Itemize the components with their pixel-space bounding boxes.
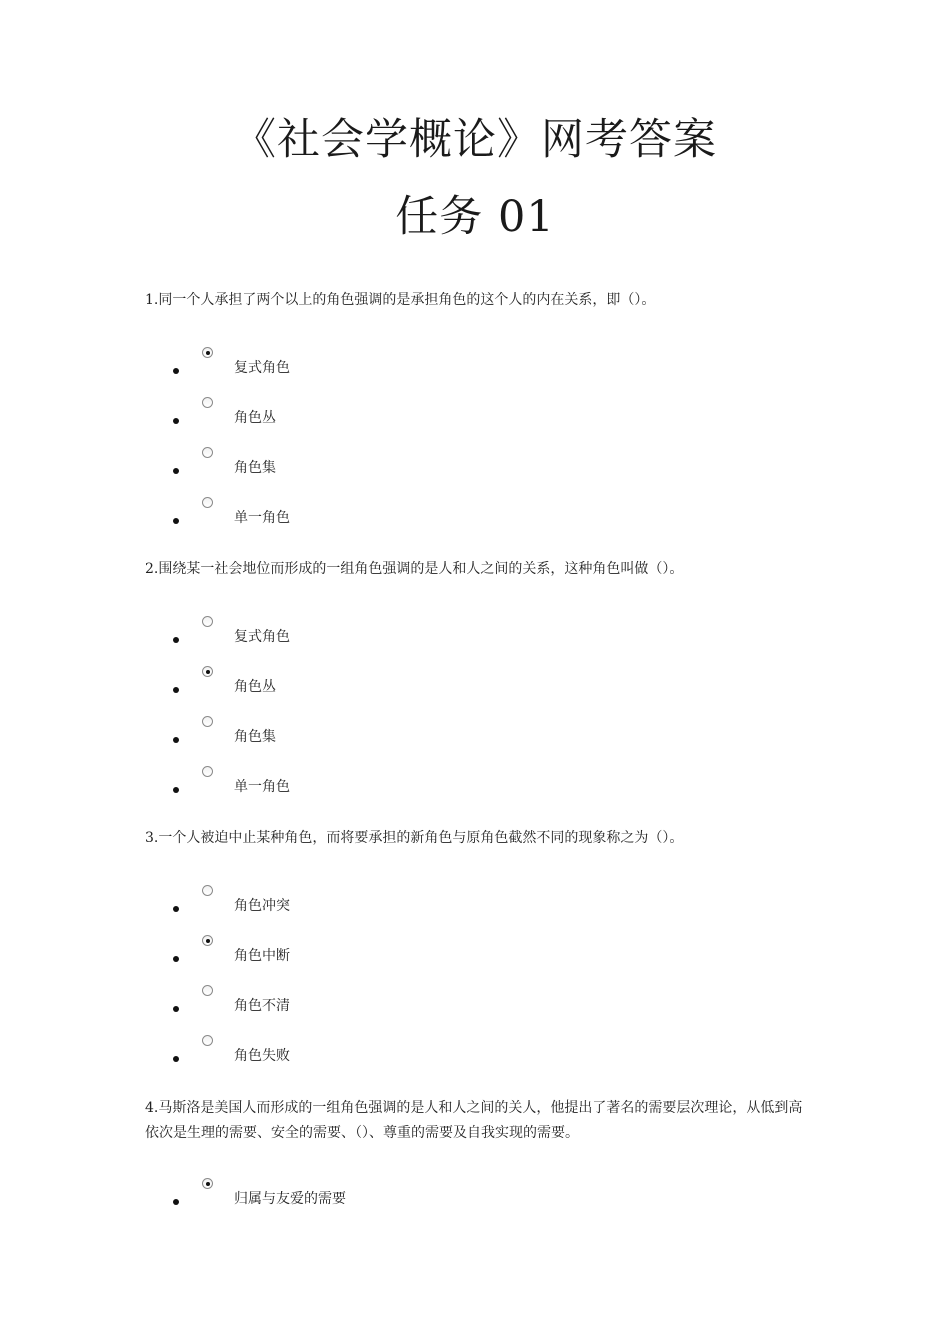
- option-label: 归属与友爱的需要: [234, 1191, 346, 1207]
- bullet-icon: [173, 1006, 179, 1012]
- question-1-text: 1.同一个人承担了两个以上的角色强调的是承担角色的这个人的内在关系，即（）。: [145, 292, 656, 308]
- radio-button[interactable]: [202, 497, 213, 508]
- radio-button[interactable]: [202, 616, 213, 627]
- option-item[interactable]: [0, 497, 950, 547]
- option-label: 角色中断: [234, 948, 290, 964]
- option-item[interactable]: [0, 397, 950, 447]
- bullet-icon: [173, 368, 179, 374]
- radio-button[interactable]: [202, 1178, 213, 1189]
- radio-button[interactable]: [202, 985, 213, 996]
- option-label: 角色冲突: [234, 898, 290, 914]
- option-label: 角色集: [234, 460, 276, 476]
- option-item[interactable]: [0, 1035, 950, 1085]
- option-item[interactable]: [0, 885, 950, 935]
- radio-button[interactable]: [202, 935, 213, 946]
- bullet-icon: [173, 737, 179, 743]
- radio-button[interactable]: [202, 397, 213, 408]
- option-label: 单一角色: [234, 779, 290, 795]
- bullet-icon: [173, 637, 179, 643]
- option-label: 复式角色: [234, 629, 290, 645]
- radio-button[interactable]: [202, 766, 213, 777]
- bullet-icon: [173, 518, 179, 524]
- radio-button[interactable]: [202, 666, 213, 677]
- option-item[interactable]: [0, 935, 950, 985]
- bullet-icon: [173, 418, 179, 424]
- option-item[interactable]: [0, 616, 950, 666]
- bullet-icon: [173, 1056, 179, 1062]
- option-item[interactable]: [0, 766, 950, 816]
- option-label: 单一角色: [234, 510, 290, 526]
- question-4-options: [0, 1178, 950, 1228]
- option-label: 复式角色: [234, 360, 290, 376]
- radio-button[interactable]: [202, 447, 213, 458]
- question-4-text: 4.马斯洛是美国人而形成的一组角色强调的是人和人之间的关人，他提出了著名的需要层次理论，从低到高依次是生理的需要、安全的需要、（）、尊重的需要及自我实现的需要。: [145, 1100, 803, 1141]
- question-3-text: 3.一个人被迫中止某种角色，而将要承担的新角色与原角色截然不同的现象称之为（）。: [145, 830, 684, 846]
- question-2-text: 2.围绕某一社会地位而形成的一组角色强调的是人和人之间的关系，这种角色叫做（）。: [145, 561, 684, 577]
- option-label: 角色集: [234, 729, 276, 745]
- option-item[interactable]: [0, 1178, 950, 1228]
- option-item[interactable]: [0, 985, 950, 1035]
- document-title: 《社会学概论》网考答案: [233, 115, 717, 165]
- bullet-icon: [173, 956, 179, 962]
- option-item[interactable]: [0, 666, 950, 716]
- option-label: 角色丛: [234, 410, 276, 426]
- option-item[interactable]: [0, 347, 950, 397]
- radio-button[interactable]: [202, 1035, 213, 1046]
- radio-button[interactable]: [202, 716, 213, 727]
- option-item[interactable]: [0, 716, 950, 766]
- option-item[interactable]: [0, 447, 950, 497]
- bullet-icon: [173, 687, 179, 693]
- document-subtitle: 任务 01: [395, 192, 555, 242]
- bullet-icon: [173, 906, 179, 912]
- option-label: 角色失败: [234, 1048, 290, 1064]
- bullet-icon: [173, 1199, 179, 1205]
- radio-button[interactable]: [202, 885, 213, 896]
- option-label: 角色丛: [234, 679, 276, 695]
- question-1-options: [0, 347, 950, 547]
- question-2-options: [0, 616, 950, 816]
- question-3-options: [0, 885, 950, 1085]
- bullet-icon: [173, 468, 179, 474]
- radio-button[interactable]: [202, 347, 213, 358]
- bullet-icon: [173, 787, 179, 793]
- option-label: 角色不清: [234, 998, 290, 1014]
